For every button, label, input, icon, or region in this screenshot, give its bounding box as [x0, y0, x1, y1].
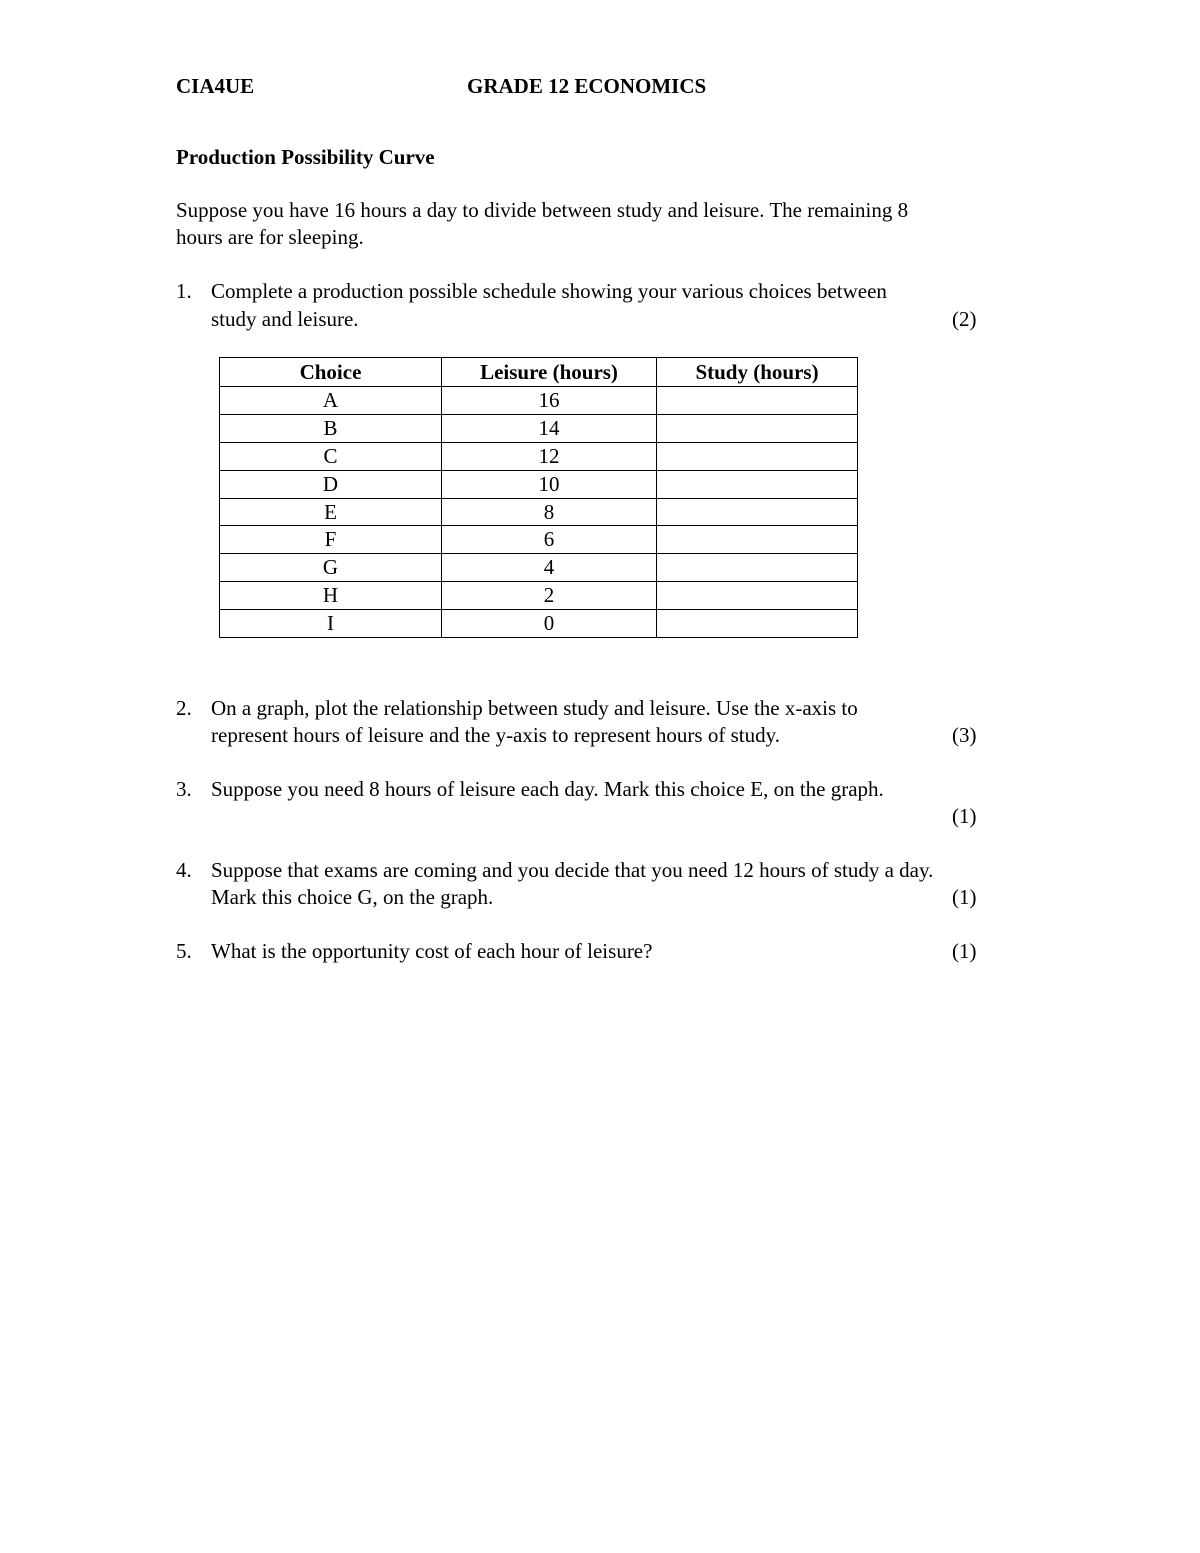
question-2-line-1: On a graph, plot the relationship between study and leisure. Use the x-axis to — [211, 696, 858, 720]
question-2-marks: (3) — [952, 723, 977, 747]
table-row — [220, 414, 858, 442]
cell-study — [657, 470, 858, 498]
intro-line-1: Suppose you have 16 hours a day to divide between study and leisure. The remaining 8 — [176, 198, 909, 222]
cell-leisure: 6 — [442, 526, 657, 554]
question-3-line-1: Suppose you need 8 hours of leisure each day. Mark this choice E, on the graph. — [211, 777, 884, 801]
cell-leisure: 4 — [442, 554, 657, 582]
cell-choice: H — [220, 582, 442, 610]
cell-study — [657, 554, 858, 582]
cell-leisure: 12 — [442, 442, 657, 470]
table-row — [220, 610, 858, 638]
question-1-line-2: study and leisure. — [211, 307, 359, 331]
cell-choice: A — [220, 387, 442, 415]
table-row — [220, 554, 858, 582]
header-leisure: Leisure (hours) — [442, 358, 657, 387]
cell-choice: F — [220, 526, 442, 554]
question-5-marks: (1) — [952, 939, 977, 963]
cell-leisure: 8 — [442, 498, 657, 526]
question-3-number: 3. — [176, 777, 192, 801]
question-4-line-2: Mark this choice G, on the graph. — [211, 885, 494, 909]
cell-study — [657, 498, 858, 526]
cell-leisure: 16 — [442, 387, 657, 415]
cell-choice: E — [220, 498, 442, 526]
table-row — [220, 387, 858, 415]
table-row — [220, 498, 858, 526]
question-3-marks: (1) — [952, 804, 977, 828]
cell-study — [657, 526, 858, 554]
question-1-marks: (2) — [952, 307, 977, 331]
production-schedule-table — [219, 357, 858, 638]
cell-study — [657, 582, 858, 610]
cell-choice: D — [220, 470, 442, 498]
cell-leisure: 14 — [442, 414, 657, 442]
question-5-line-1: What is the opportunity cost of each hour of leisure? — [211, 939, 653, 963]
table-row — [220, 526, 858, 554]
question-4-line-1: Suppose that exams are coming and you decide that you need 12 hours of study a day. — [211, 858, 934, 882]
course-title: GRADE 12 ECONOMICS — [467, 74, 707, 98]
section-title: Production Possibility Curve — [176, 145, 435, 169]
question-5-number: 5. — [176, 939, 192, 963]
cell-leisure: 2 — [442, 582, 657, 610]
question-1-line-1: Complete a production possible schedule showing your various choices between — [211, 279, 887, 303]
question-2-number: 2. — [176, 696, 192, 720]
question-4-number: 4. — [176, 858, 192, 882]
header-choice: Choice — [220, 358, 442, 387]
cell-study — [657, 414, 858, 442]
intro-line-2: hours are for sleeping. — [176, 225, 364, 249]
cell-choice: B — [220, 414, 442, 442]
cell-choice: C — [220, 442, 442, 470]
cell-leisure: 10 — [442, 470, 657, 498]
cell-study — [657, 387, 858, 415]
course-code: CIA4UE — [176, 74, 255, 98]
table-header-row — [220, 358, 858, 387]
table-row — [220, 442, 858, 470]
cell-choice: G — [220, 554, 442, 582]
cell-choice: I — [220, 610, 442, 638]
question-4-marks: (1) — [952, 885, 977, 909]
table-row — [220, 470, 858, 498]
cell-study — [657, 442, 858, 470]
table-row — [220, 582, 858, 610]
cell-leisure: 0 — [442, 610, 657, 638]
cell-study — [657, 610, 858, 638]
header-study: Study (hours) — [657, 358, 858, 387]
question-2-line-2: represent hours of leisure and the y-axis to represent hours of study. — [211, 723, 780, 747]
question-1-number: 1. — [176, 279, 192, 303]
